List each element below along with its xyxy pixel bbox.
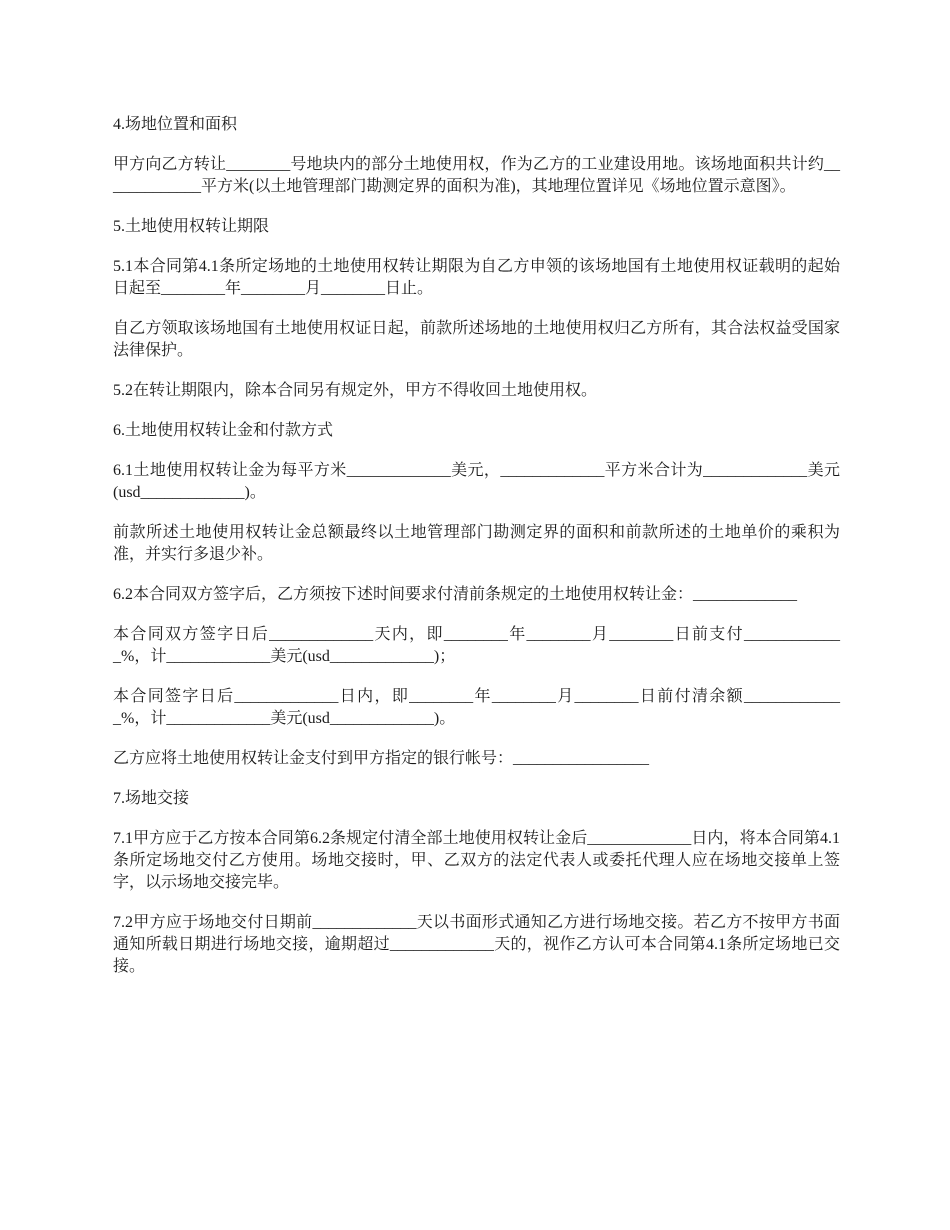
section-heading-4: 4.场地位置和面积 xyxy=(113,116,238,133)
paragraph-4-location-area: 甲方向乙方转让________号地块内的部分土地使用权，作为乙方的工业建设用地。该场地面积共计约_____________平方米(以土地管理部门勘测定界的面积为准)，其地理位置详见《场地位置示意图》。 xyxy=(113,156,840,195)
section-heading-7: 7.场地交接 xyxy=(113,790,190,807)
paragraph-6-2-balance: 本合同签字日后_____________日内，即________年________月________日前付清余额_____________%，计_____________美元(usd_____________)。 xyxy=(113,688,840,727)
paragraph-5-1-rights: 自乙方领取该场地国有土地使用权证日起，前款所述场地的土地使用权归乙方所有，其合法权益受国家法律保护。 xyxy=(113,320,840,359)
document-page xyxy=(113,114,840,996)
paragraph-7-1-handover: 7.1甲方应于乙方按本合同第6.2条规定付清全部土地使用权转让金后_____________日内，将本合同第4.1条所定场地交付乙方使用。场地交接时，甲、乙双方的法定代表人或委托代理人应在场地交接单上签字，以示场地交接完毕。 xyxy=(113,830,840,891)
section-heading-5: 5.土地使用权转让期限 xyxy=(113,218,270,235)
paragraph-6-2-first-installment: 本合同双方签字日后_____________天内，即________年________月________日前支付_____________%，计_____________美元(usd_____________)； xyxy=(113,626,840,665)
paragraph-6-1-price: 6.1土地使用权转让金为每平方米_____________美元，_____________平方米合计为_____________美元(usd_____________)。 xyxy=(113,462,840,501)
paragraph-bank-account: 乙方应将土地使用权转让金支付到甲方指定的银行帐号：_________________ xyxy=(113,750,650,767)
section-heading-6: 6.土地使用权转让金和付款方式 xyxy=(113,422,334,439)
paragraph-5-1-term: 5.1本合同第4.1条所定场地的土地使用权转让期限为自乙方申领的该场地国有土地使用权证载明的起始日起至________年________月________日止。 xyxy=(113,258,840,297)
paragraph-6-1-adjustment: 前款所述土地使用权转让金总额最终以土地管理部门勘测定界的面积和前款所述的土地单价的乘积为准，并实行多退少补。 xyxy=(113,524,840,563)
paragraph-6-2-payment: 6.2本合同双方签字后，乙方须按下述时间要求付清前条规定的土地使用权转让金：_____________ xyxy=(113,586,798,603)
paragraph-7-2-notice: 7.2甲方应于场地交付日期前_____________天以书面形式通知乙方进行场地交接。若乙方不按甲方书面通知所载日期进行场地交接，逾期超过_____________天的，视作乙方认可本合同第4.1条所定场地已交接。 xyxy=(113,914,840,975)
paragraph-5-2: 5.2在转让期限内，除本合同另有规定外，甲方不得收回土地使用权。 xyxy=(113,382,598,399)
